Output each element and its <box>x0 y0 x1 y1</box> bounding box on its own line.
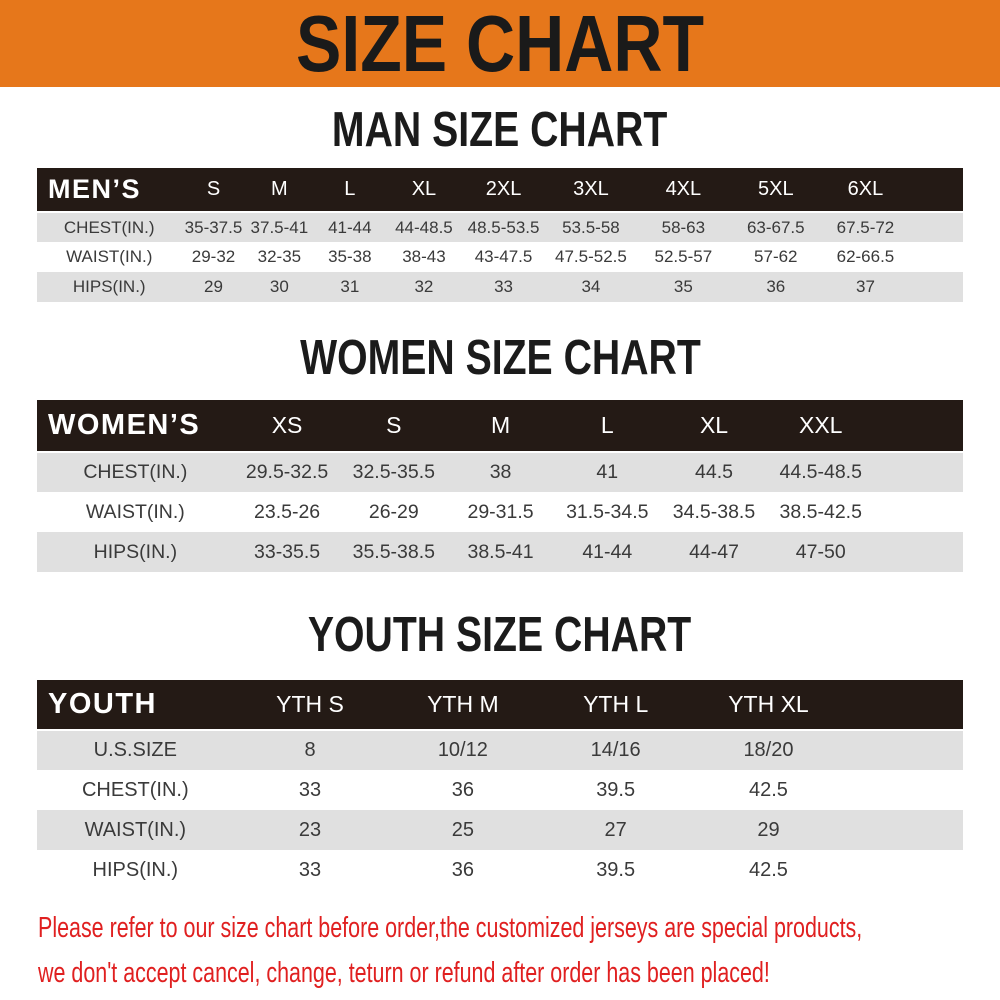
spacer-cell <box>874 452 963 492</box>
measurement-cell: 38-43 <box>402 247 446 266</box>
table-group-label: YOUTH <box>37 680 234 730</box>
measurement-cell: 8 <box>304 739 316 761</box>
size-table-head <box>37 680 963 730</box>
table-row <box>37 212 963 242</box>
measurement-cell: 36 <box>766 277 786 296</box>
measurement-cell: 35 <box>673 277 693 296</box>
measurement-cell: 36 <box>451 778 474 801</box>
row-label: HIPS(IN.) <box>92 858 179 881</box>
measurement-cell: 29-31.5 <box>467 500 534 523</box>
measurement-cell: 67.5-72 <box>836 217 895 237</box>
measurement-cell: 14/16 <box>590 739 641 761</box>
size-column-header: XS <box>234 400 341 452</box>
measurement-cell: 43-47.5 <box>474 247 533 266</box>
size-column-header: 3XL <box>546 168 637 212</box>
measurement-cell: 31.5-34.5 <box>566 500 649 523</box>
row-label: WAIST(IN.) <box>84 818 187 841</box>
size-column-header: L <box>554 400 661 452</box>
order-notice <box>38 908 980 998</box>
measurement-cell: 41 <box>596 461 619 483</box>
table-row <box>37 492 963 532</box>
size-table-body <box>37 452 963 572</box>
row-label: HIPS(IN.) <box>93 540 178 563</box>
size-table-body <box>37 730 963 890</box>
measurement-cell: 48.5-53.5 <box>467 217 540 237</box>
size-section-0 <box>37 103 963 302</box>
measurement-cell: 42.5 <box>749 778 788 801</box>
measurement-cell: 29.5-32.5 <box>245 461 329 483</box>
measurement-cell: 44.5 <box>695 461 733 483</box>
row-label: CHEST(IN.) <box>83 461 188 483</box>
row-label: HIPS(IN.) <box>72 277 146 296</box>
spacer-cell <box>874 492 963 532</box>
measurement-cell: 27 <box>604 818 627 841</box>
row-label: CHEST(IN.) <box>63 217 155 237</box>
measurement-cell: 31 <box>340 277 360 296</box>
spacer-cell <box>910 168 963 212</box>
measurement-cell: 34.5-38.5 <box>672 500 756 523</box>
size-column-header: S <box>181 168 245 212</box>
table-row <box>37 850 963 890</box>
measurement-cell: 32.5-35.5 <box>352 461 435 483</box>
measurement-cell: 42.5 <box>749 858 788 881</box>
size-column-header: 2XL <box>461 168 545 212</box>
table-row <box>37 272 963 302</box>
spacer-cell <box>910 242 963 272</box>
measurement-cell: 35-38 <box>328 247 372 266</box>
table-row <box>37 452 963 492</box>
table-row <box>37 532 963 572</box>
size-column-header: M <box>246 168 314 212</box>
size-table-header-row <box>37 168 963 212</box>
measurement-cell: 52.5-57 <box>654 247 713 266</box>
measurement-cell: 37.5-41 <box>250 217 309 237</box>
size-column-header: XL <box>661 400 768 452</box>
table-row <box>37 242 963 272</box>
size-column-header: XL <box>386 168 461 212</box>
measurement-cell: 33-35.5 <box>254 540 321 563</box>
section-heading-text: YOUTH SIZE CHART <box>308 608 692 662</box>
measurement-cell: 57-62 <box>754 247 798 266</box>
measurement-cell: 23.5-26 <box>254 500 321 523</box>
measurement-cell: 39.5 <box>596 858 636 881</box>
measurement-cell: 53.5-58 <box>562 217 620 237</box>
table-row <box>37 770 963 810</box>
table-row <box>37 810 963 850</box>
measurement-cell: 26-29 <box>368 500 419 523</box>
measurement-cell: 44-47 <box>689 540 739 563</box>
notice-line <box>38 953 980 998</box>
size-table-body <box>37 212 963 302</box>
section-heading <box>37 103 963 157</box>
spacer-cell <box>874 400 963 452</box>
measurement-cell: 39.5 <box>596 778 636 801</box>
measurement-cell: 38.5-41 <box>467 540 534 563</box>
notice-line-1: Please refer to our size chart before order,the customized jerseys are special products, <box>38 912 863 944</box>
measurement-cell: 62-66.5 <box>836 247 895 266</box>
spacer-cell <box>910 212 963 242</box>
measurement-cell: 30 <box>269 277 289 296</box>
measurement-cell: 35-37.5 <box>184 217 243 237</box>
measurement-cell: 23 <box>298 818 322 841</box>
measurement-cell: 32 <box>414 277 434 296</box>
spacer-cell <box>910 272 963 302</box>
spacer-cell <box>874 532 963 572</box>
size-column-header: YTH XL <box>692 680 845 730</box>
measurement-cell: 25 <box>451 818 474 841</box>
row-label: WAIST(IN.) <box>85 500 185 523</box>
measurement-cell: 58-63 <box>661 217 706 237</box>
size-table-head <box>37 168 963 212</box>
notice-line-2: we don't accept cancel, change, teturn or refund after order has been placed! <box>38 957 770 989</box>
charts-container <box>0 103 1000 890</box>
measurement-cell: 33 <box>298 778 322 801</box>
size-column-header: L <box>313 168 386 212</box>
size-column-header: YTH M <box>386 680 539 730</box>
spacer-cell <box>845 680 963 730</box>
measurement-cell: 33 <box>298 858 322 881</box>
size-table-head <box>37 400 963 452</box>
size-column-header: 5XL <box>730 168 821 212</box>
spacer-cell <box>845 850 963 890</box>
measurement-cell: 41-44 <box>328 217 372 237</box>
measurement-cell: 34 <box>581 277 601 296</box>
measurement-cell: 29-32 <box>191 247 236 266</box>
measurement-cell: 63-67.5 <box>746 217 805 237</box>
size-column-header: YTH L <box>539 680 692 730</box>
row-label: WAIST(IN.) <box>66 247 153 266</box>
size-column-header: S <box>340 400 447 452</box>
measurement-cell: 37 <box>855 277 875 296</box>
size-table-0 <box>37 168 963 302</box>
section-heading-text: WOMEN SIZE CHART <box>299 331 701 385</box>
size-table-header-row <box>37 680 963 730</box>
row-label: CHEST(IN.) <box>81 778 189 801</box>
measurement-cell: 10/12 <box>437 739 488 761</box>
measurement-cell: 29 <box>757 818 780 841</box>
measurement-cell: 38.5-42.5 <box>779 500 862 523</box>
spacer-cell <box>845 810 963 850</box>
size-chart-banner <box>0 0 1000 87</box>
measurement-cell: 35.5-38.5 <box>352 540 435 563</box>
notice-line <box>38 908 980 953</box>
measurement-cell: 29 <box>204 277 223 296</box>
row-label: U.S.SIZE <box>93 739 177 761</box>
table-group-label: MEN’S <box>37 168 181 212</box>
table-group-label: WOMEN’S <box>37 400 234 452</box>
size-section-2 <box>37 608 963 890</box>
size-table-header-row <box>37 400 963 452</box>
table-row <box>37 730 963 770</box>
measurement-cell: 33 <box>494 277 513 296</box>
measurement-cell: 36 <box>451 858 474 881</box>
section-heading <box>37 331 963 385</box>
measurement-cell: 38 <box>489 461 512 483</box>
measurement-cell: 32-35 <box>257 247 302 266</box>
measurement-cell: 47.5-52.5 <box>555 247 627 266</box>
measurement-cell: 18/20 <box>743 739 794 761</box>
size-section-1 <box>37 331 963 572</box>
size-column-header: YTH S <box>234 680 387 730</box>
spacer-cell <box>845 730 963 770</box>
spacer-cell <box>845 770 963 810</box>
size-table-1 <box>37 400 963 572</box>
section-heading <box>37 608 963 662</box>
size-table-2 <box>37 680 963 890</box>
size-column-header: M <box>447 400 554 452</box>
size-column-header: 4XL <box>636 168 730 212</box>
measurement-cell: 41-44 <box>582 540 633 563</box>
size-column-header: XXL <box>767 400 874 452</box>
measurement-cell: 44.5-48.5 <box>779 461 862 483</box>
size-column-header: 6XL <box>821 168 910 212</box>
measurement-cell: 47-50 <box>795 540 846 563</box>
banner-title: SIZE CHART <box>296 0 704 88</box>
section-heading-text: MAN SIZE CHART <box>332 103 668 157</box>
measurement-cell: 44-48.5 <box>395 217 453 237</box>
